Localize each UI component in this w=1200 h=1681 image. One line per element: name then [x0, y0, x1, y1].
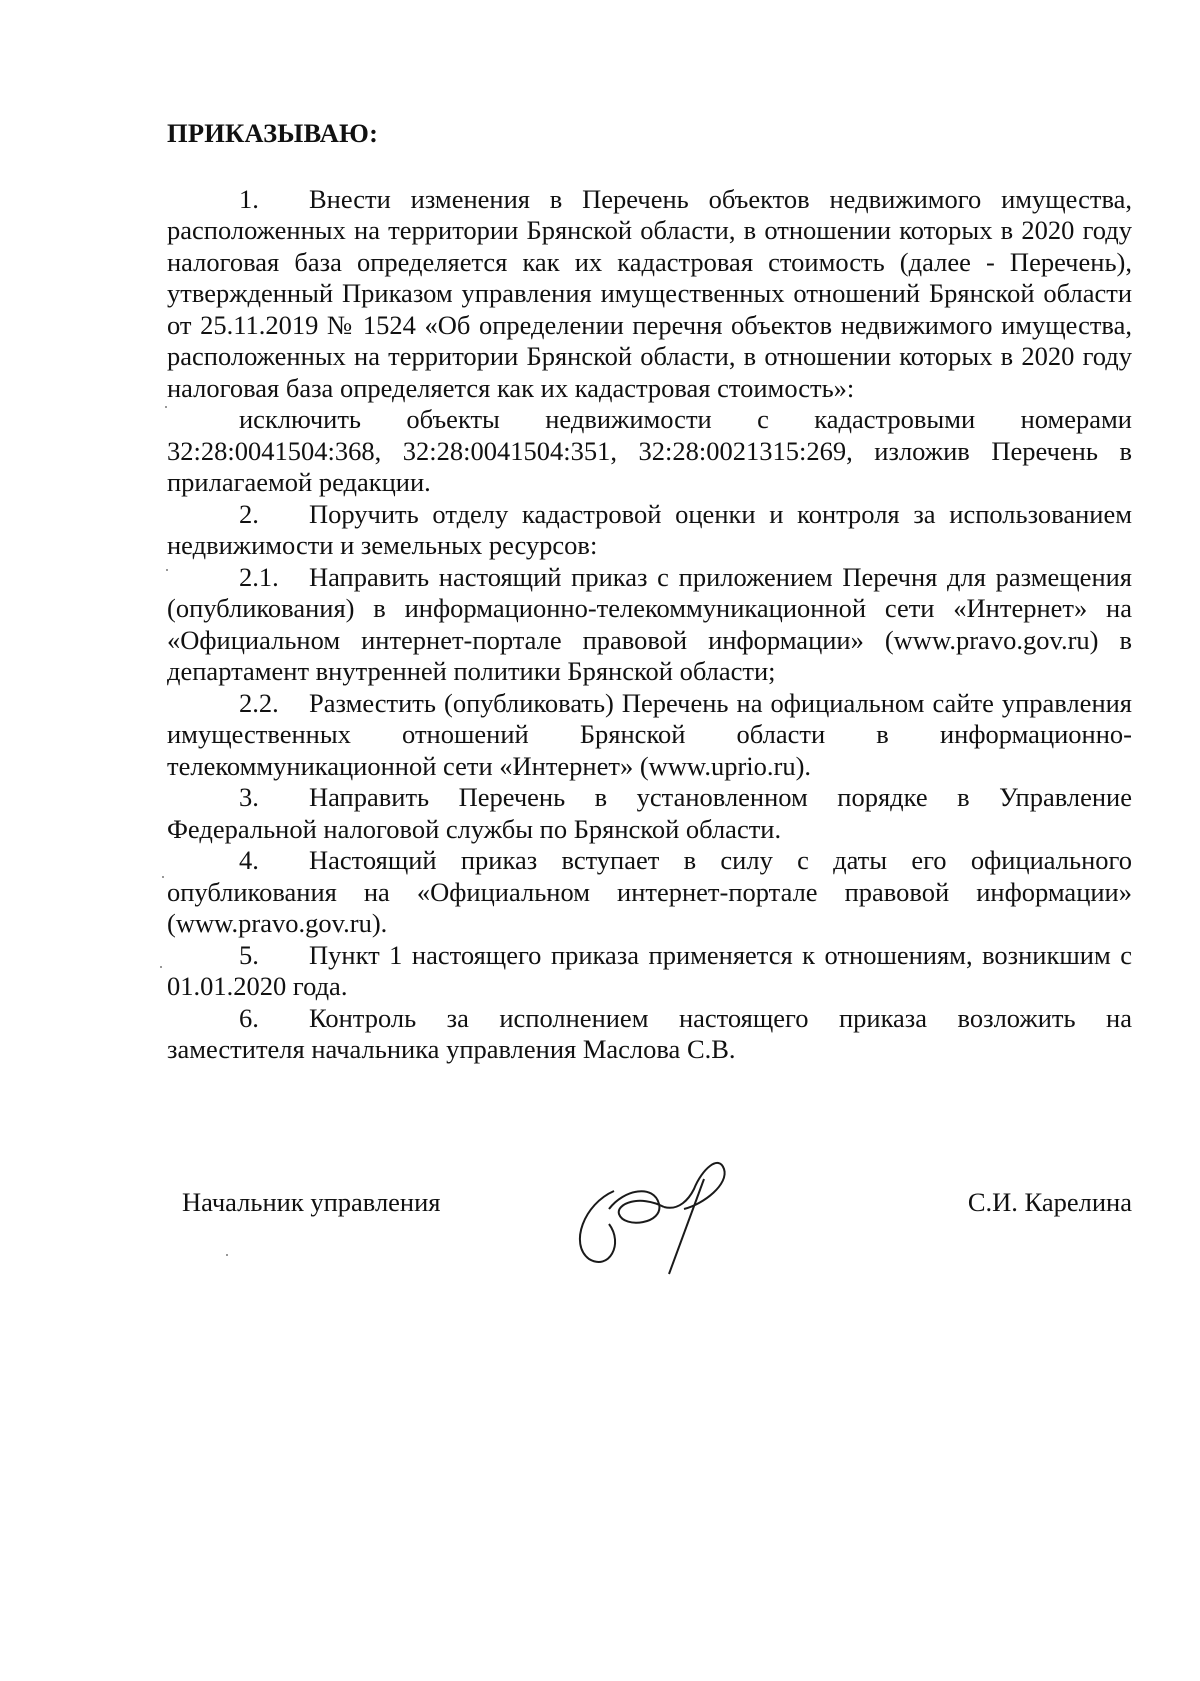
- signature-block: [182, 1177, 1132, 1317]
- scan-speck: [160, 966, 162, 968]
- item-number: 4.: [239, 845, 259, 875]
- order-item-1: [167, 184, 1132, 405]
- scan-speck: [166, 569, 168, 571]
- item-number: 2.2.: [239, 687, 279, 718]
- item-text: Контроль за исполнением настоящего приказа возложить на заместителя начальника управления Маслова С.В.: [167, 1002, 1132, 1064]
- item-text: Направить Перечень в установленном порядке в Управление Федеральной налоговой службы по Брянской области.: [167, 782, 1132, 844]
- item-text: Пункт 1 настоящего приказа применяется к отношениям, возникшим с 01.01.2020 года.: [167, 939, 1132, 1001]
- item-text: Поручить отделу кадастровой оценки и контроля за использованием недвижимости и земельных ресурсов:: [167, 498, 1132, 560]
- handwritten-signature: [554, 1149, 754, 1279]
- signatory-position: Начальник управления: [182, 1187, 441, 1217]
- order-item-3: [167, 782, 1132, 845]
- item-text: Направить настоящий приказ с приложением Перечня для размещения (опубликования) в информационно-телекоммуникационной сети «Интернет» на «Официальном интернет-портале правовой информации» (www.pravo.gov.ru) в департамент внутренней политики Брянской области;: [167, 561, 1132, 686]
- order-item-2: [167, 499, 1132, 562]
- item-number: 5.: [239, 939, 259, 970]
- signatory-name: С.И. Карелина: [967, 1187, 1132, 1217]
- item-text: Разместить (опубликовать) Перечень на официальном сайте управления имущественных отношений Брянской области в информационно-телекоммуникационной сети «Интернет» (www.uprio.ru).: [167, 687, 1132, 781]
- item-number: 2.1.: [239, 561, 279, 592]
- scan-speck: [226, 1254, 228, 1256]
- item-text: исключить объекты недвижимости с кадастровыми номерами 32:28:0041504:368, 32:28:0041504:351, 32:28:0021315:269, изложив Перечень в прилагаемой редакции.: [167, 404, 1132, 497]
- item-text: Внести изменения в Перечень объектов недвижимого имущества, расположенных на территории Брянской области, в отношении которых в 2020 году налоговая база определяется как их кадастровая стоимость (далее - Перечень), утвержденный Приказом управления имущественных отношений Брянской области от 25.11.2019 № 1524 «Об определении перечня объектов недвижимого имущества, расположенных на территории Брянской области, в отношении которых в 2020 году налоговая база определяется как их кадастровая стоимость»:: [167, 183, 1132, 403]
- item-number: 1.: [239, 183, 259, 214]
- scan-speck: [162, 876, 164, 878]
- order-item-4: [167, 845, 1132, 940]
- order-item-2-1: [167, 562, 1132, 688]
- order-item-6: [167, 1003, 1132, 1066]
- order-item-1-detail: [167, 404, 1132, 499]
- document-body: [167, 118, 1132, 1066]
- item-text: Настоящий приказ вступает в силу с даты его официального опубликования на «Официальном интернет-портале правовой информации» (www.pravo.gov.ru).: [167, 845, 1132, 938]
- order-item-2-2: [167, 688, 1132, 783]
- item-number: 2.: [239, 498, 259, 529]
- order-heading: ПРИКАЗЫВАЮ:: [167, 118, 379, 148]
- order-item-5: [167, 940, 1132, 1003]
- scan-speck: [165, 406, 167, 408]
- item-number: 6.: [239, 1002, 259, 1033]
- item-number: 3.: [239, 782, 259, 812]
